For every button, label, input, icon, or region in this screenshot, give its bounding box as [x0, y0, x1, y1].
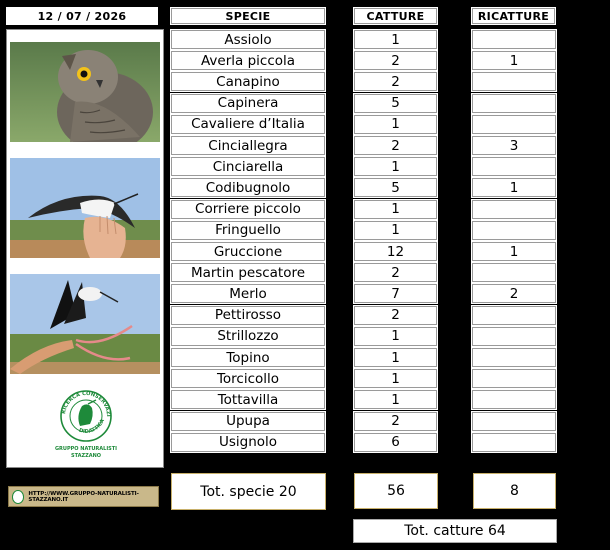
catture-cell: 1 — [354, 327, 437, 346]
ricatture-cell — [472, 221, 556, 240]
species-cell: Usignolo — [171, 433, 325, 452]
species-cell: Corriere piccolo — [171, 200, 325, 219]
catture-cell: 12 — [354, 242, 437, 261]
owl-photo — [10, 42, 160, 142]
svg-text:RICERCA CONSERVAZIONE: RICERCA CONSERVAZI — [61, 390, 112, 417]
ricatture-cell — [472, 30, 556, 49]
ricatture-cell — [472, 433, 556, 452]
black-winged-stilt-photo — [10, 274, 160, 374]
total-ricatture: 8 — [473, 473, 556, 509]
svg-text:GRUPPO NATURALISTI: GRUPPO NATURALISTI — [54, 446, 118, 452]
catture-cell: 2 — [354, 263, 437, 282]
ricatture-cell — [472, 412, 556, 431]
ricatture-cell — [472, 390, 556, 409]
species-cell: Upupa — [171, 412, 325, 431]
catture-cell: 1 — [354, 348, 437, 367]
ricatture-cell — [472, 94, 556, 113]
ricatture-cell: 2 — [472, 284, 556, 303]
date-label: 12 / 07 / 2026 — [6, 7, 158, 25]
catture-cell: 5 — [354, 178, 437, 197]
species-cell: Gruccione — [171, 242, 325, 261]
association-logo — [36, 388, 136, 460]
header-catture: CATTURE — [354, 8, 437, 24]
species-cell: Merlo — [171, 284, 325, 303]
catture-cell: 1 — [354, 221, 437, 240]
ricatture-cell: 3 — [472, 136, 556, 155]
catture-cell: 5 — [354, 94, 437, 113]
header-specie: SPECIE — [171, 8, 325, 24]
ricatture-cell — [472, 306, 556, 325]
catture-cell: 1 — [354, 369, 437, 388]
ricatture-cell — [472, 348, 556, 367]
website-banner[interactable] — [8, 486, 159, 507]
ricatture-cell: 1 — [472, 178, 556, 197]
species-cell: Capinera — [171, 94, 325, 113]
header-ricatture: RICATTURE — [472, 8, 555, 24]
svg-text:DIDATTICA: DIDATTICA — [78, 418, 106, 435]
ricatture-cell — [472, 263, 556, 282]
ricatture-cell — [472, 369, 556, 388]
catture-cell: 2 — [354, 136, 437, 155]
catture-cell: 2 — [354, 412, 437, 431]
catture-cell: 1 — [354, 30, 437, 49]
species-cell: Cinciarella — [171, 157, 325, 176]
catture-cell: 1 — [354, 200, 437, 219]
photo-column — [6, 29, 164, 468]
species-cell: Averla piccola — [171, 51, 325, 70]
catture-cell: 7 — [354, 284, 437, 303]
svg-text:STAZZANO: STAZZANO — [70, 453, 102, 459]
species-cell: Martin pescatore — [171, 263, 325, 282]
stilt-in-hand-photo — [10, 158, 160, 258]
species-cell: Pettirosso — [171, 306, 325, 325]
species-cell: Topino — [171, 348, 325, 367]
total-catture-overall: Tot. catture 64 — [353, 519, 557, 543]
species-cell: Fringuello — [171, 221, 325, 240]
ricatture-cell — [472, 115, 556, 134]
ricatture-cell — [472, 157, 556, 176]
catture-cell: 2 — [354, 51, 437, 70]
ricatture-cell: 1 — [472, 242, 556, 261]
ricatture-cell: 1 — [472, 51, 556, 70]
species-cell: Cavaliere d’Italia — [171, 115, 325, 134]
total-catture: 56 — [354, 473, 438, 509]
species-cell: Tottavilla — [171, 390, 325, 409]
ricatture-cell — [472, 327, 556, 346]
species-cell: Torcicollo — [171, 369, 325, 388]
catture-cell: 6 — [354, 433, 437, 452]
catture-cell: 1 — [354, 390, 437, 409]
total-species: Tot. specie 20 — [171, 473, 326, 510]
site-logo-icon — [12, 490, 24, 504]
species-cell: Assiolo — [171, 30, 325, 49]
website-url[interactable]: HTTP://WWW.GRUPPO-NATURALISTI-STAZZANO.IT — [28, 490, 139, 503]
ricatture-cell — [472, 72, 556, 91]
species-cell: Codibugnolo — [171, 178, 325, 197]
catture-cell: 1 — [354, 157, 437, 176]
catture-cell: 2 — [354, 306, 437, 325]
catture-cell: 2 — [354, 72, 437, 91]
species-cell: Cinciallegra — [171, 136, 325, 155]
species-cell: Canapino — [171, 72, 325, 91]
catture-cell: 1 — [354, 115, 437, 134]
ricatture-cell — [472, 200, 556, 219]
species-cell: Strillozzo — [171, 327, 325, 346]
